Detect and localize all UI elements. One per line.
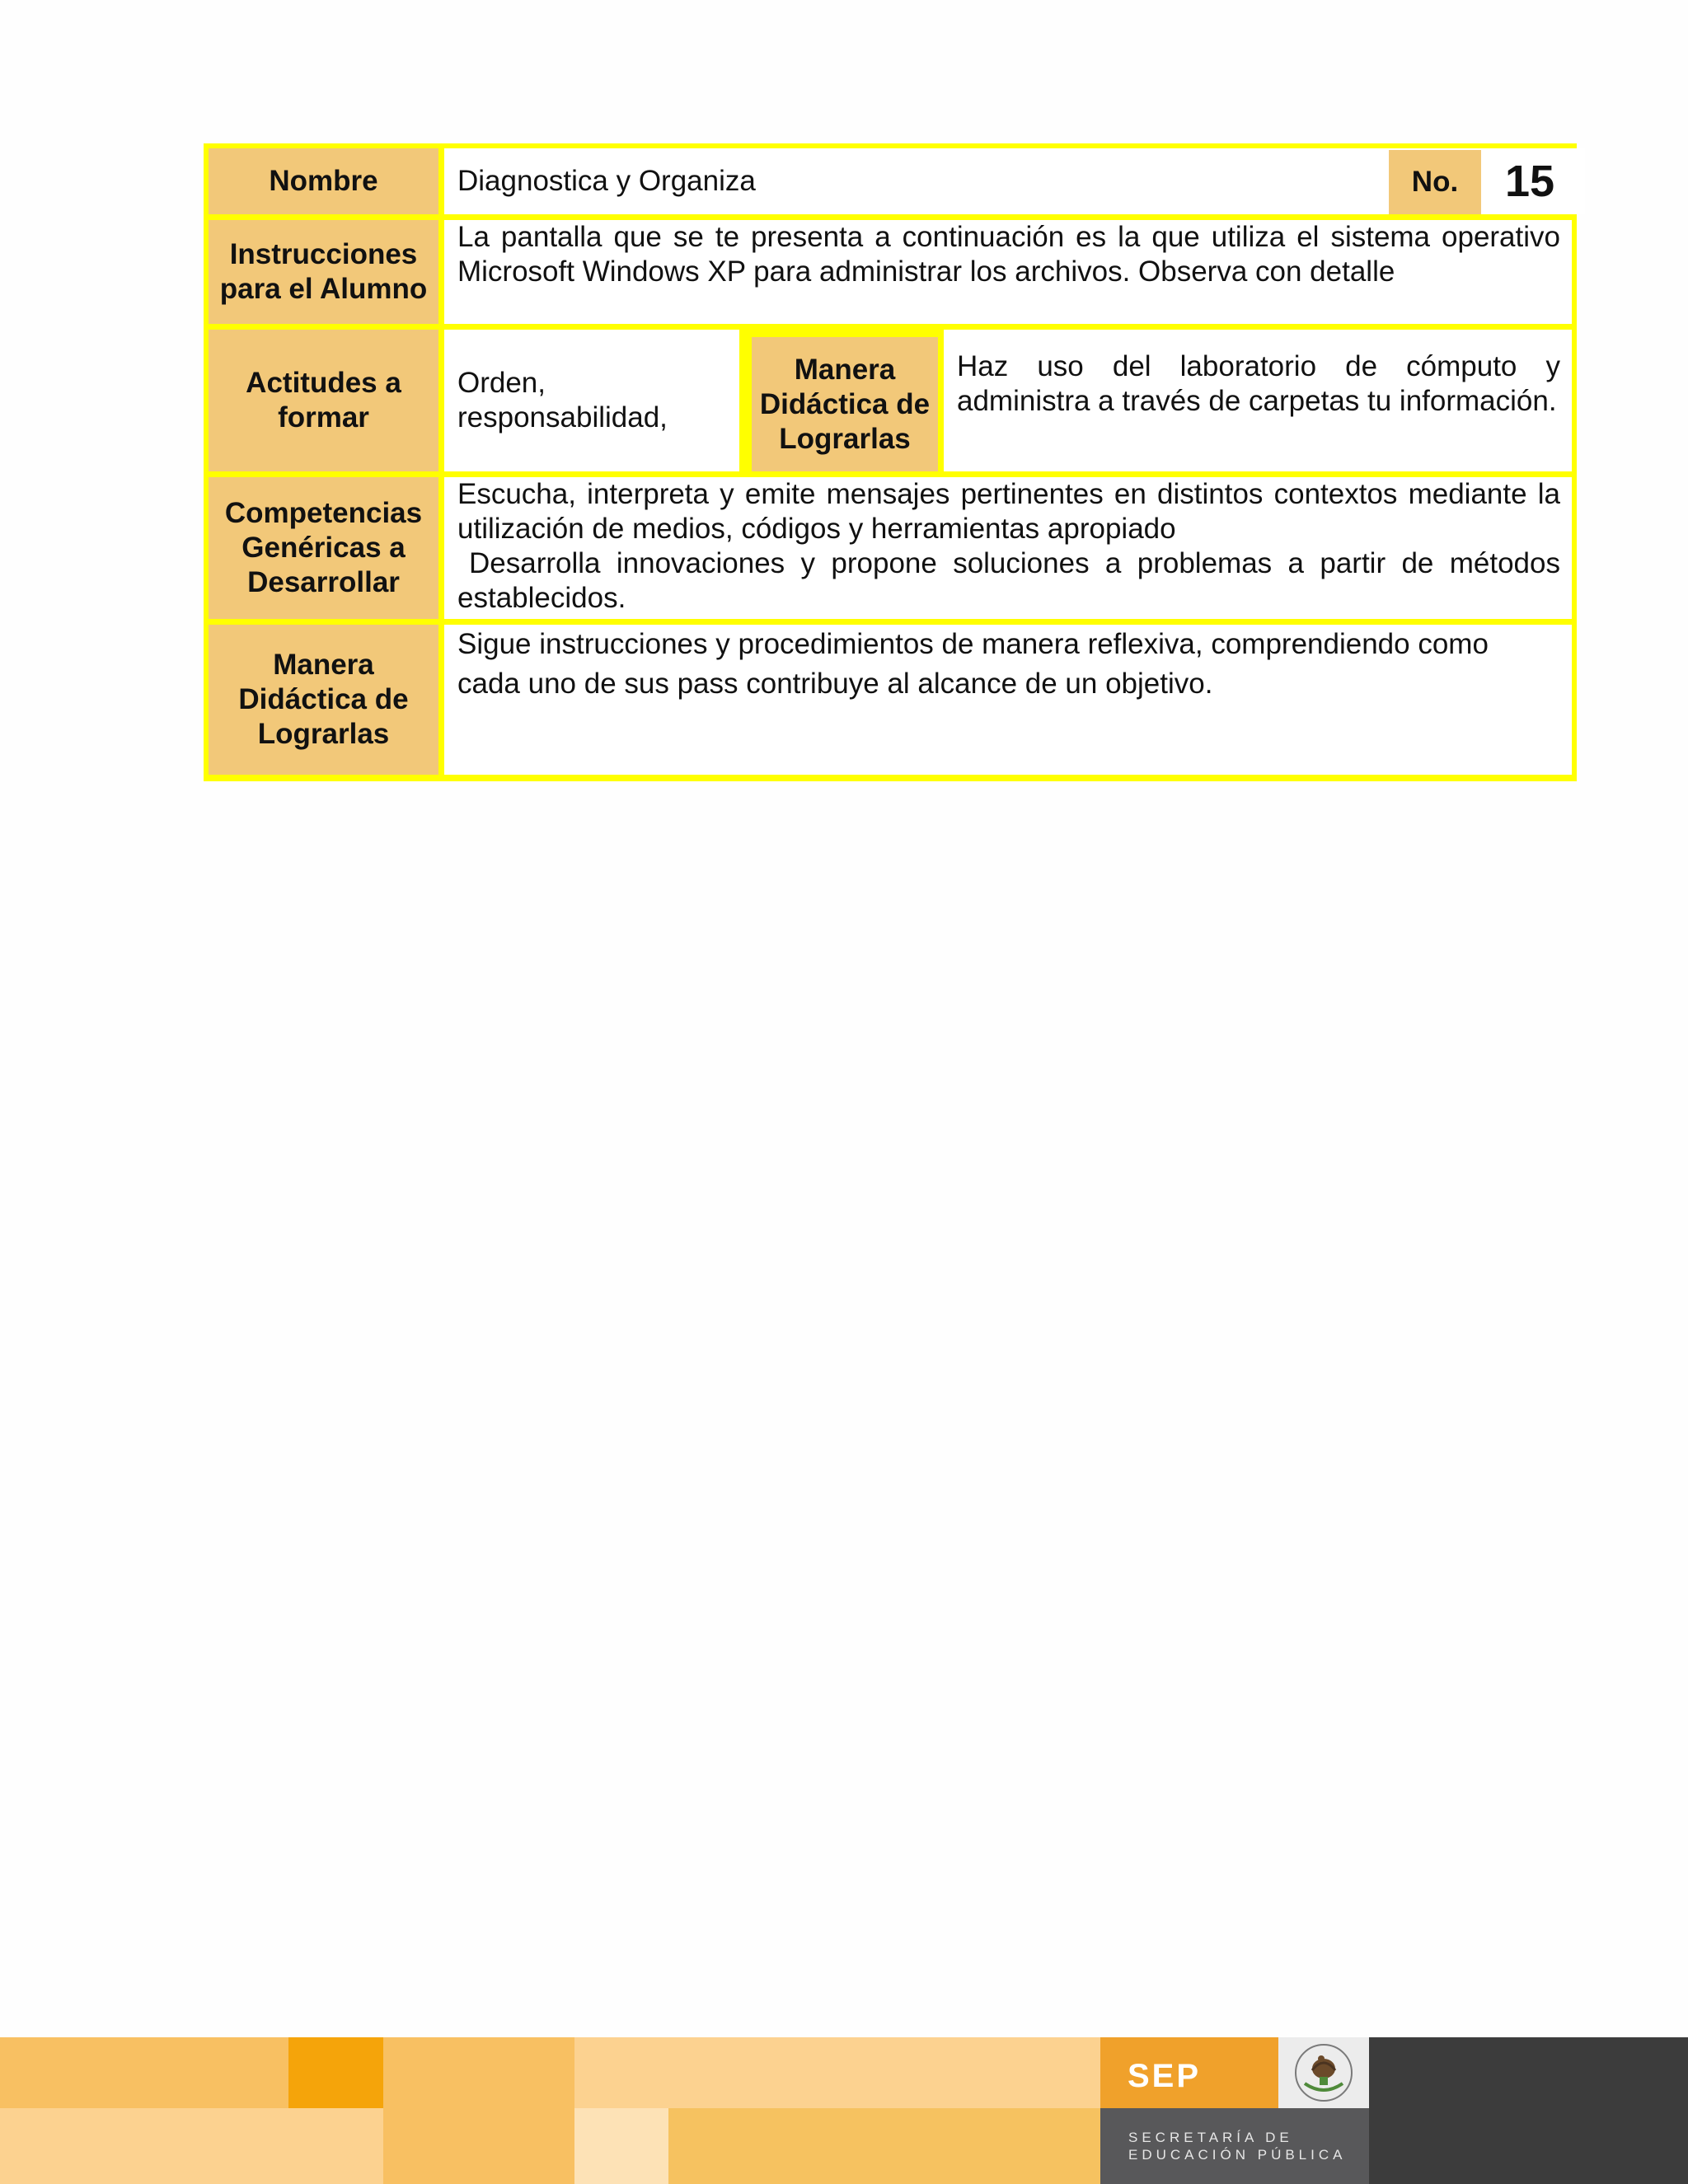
no-value: 15 — [1488, 148, 1572, 214]
footer-block — [668, 2108, 1100, 2184]
competencias-label: Competencias Genéricas a Desarrollar — [209, 477, 438, 619]
competencia-1: Escucha, interpreta y emite mensajes pertinentes en distintos contextos mediante la utilización de medios, códigos y herramientas apropiado — [457, 478, 1560, 545]
manera-didactica-label-1: Manera Didáctica de Lograrlas — [752, 337, 938, 471]
manera-didactica-label-2: Manera Didáctica de Lograrlas — [209, 625, 438, 775]
manera-didactica-value-1: Haz uso del laboratorio de cómputo y administra a través de carpetas tu información. — [944, 330, 1572, 471]
mexican-coat-of-arms-icon — [1278, 2037, 1369, 2108]
footer-dark-block — [1369, 2037, 1688, 2184]
manera-didactica-value-2: Sigue instrucciones y procedimientos de manera reflexiva, comprendiendo como cada uno de sus pass contribuye al alcance de un objetivo. — [444, 625, 1572, 775]
info-table — [204, 143, 1577, 781]
sep-logo-text: SEP — [1128, 2058, 1202, 2094]
sep-subtitle-line1: SECRETARÍA DE — [1128, 2130, 1293, 2145]
sep-subtitle-line2: EDUCACIÓN PÚBLICA — [1128, 2147, 1347, 2163]
footer-block — [0, 2037, 288, 2108]
footer-block — [0, 2108, 383, 2184]
instrucciones-label: Instrucciones para el Alumno — [209, 220, 438, 324]
no-label: No. — [1389, 150, 1481, 214]
footer-block — [574, 2108, 668, 2184]
nombre-label: Nombre — [209, 148, 438, 214]
instrucciones-value: La pantalla que se te presenta a continuación es la que utiliza el sistema operativo Microsoft Windows XP para administrar los archivos. Observa con detalle — [444, 220, 1572, 324]
footer-block — [383, 2108, 574, 2184]
competencia-2: Desarrolla innovaciones y propone soluciones a problemas a partir de métodos establecidos. — [457, 547, 1560, 614]
footer-block — [574, 2037, 1100, 2108]
nombre-value: Diagnostica y Organiza — [444, 148, 1585, 214]
competencias-value — [444, 477, 1572, 619]
footer-block — [383, 2037, 574, 2108]
actitudes-label: Actitudes a formar — [209, 330, 438, 471]
emblem-box — [1278, 2037, 1369, 2108]
actitudes-value: Orden, responsabilidad, — [444, 330, 739, 471]
footer-block — [288, 2037, 383, 2108]
sep-subtitle-box — [1100, 2108, 1369, 2184]
